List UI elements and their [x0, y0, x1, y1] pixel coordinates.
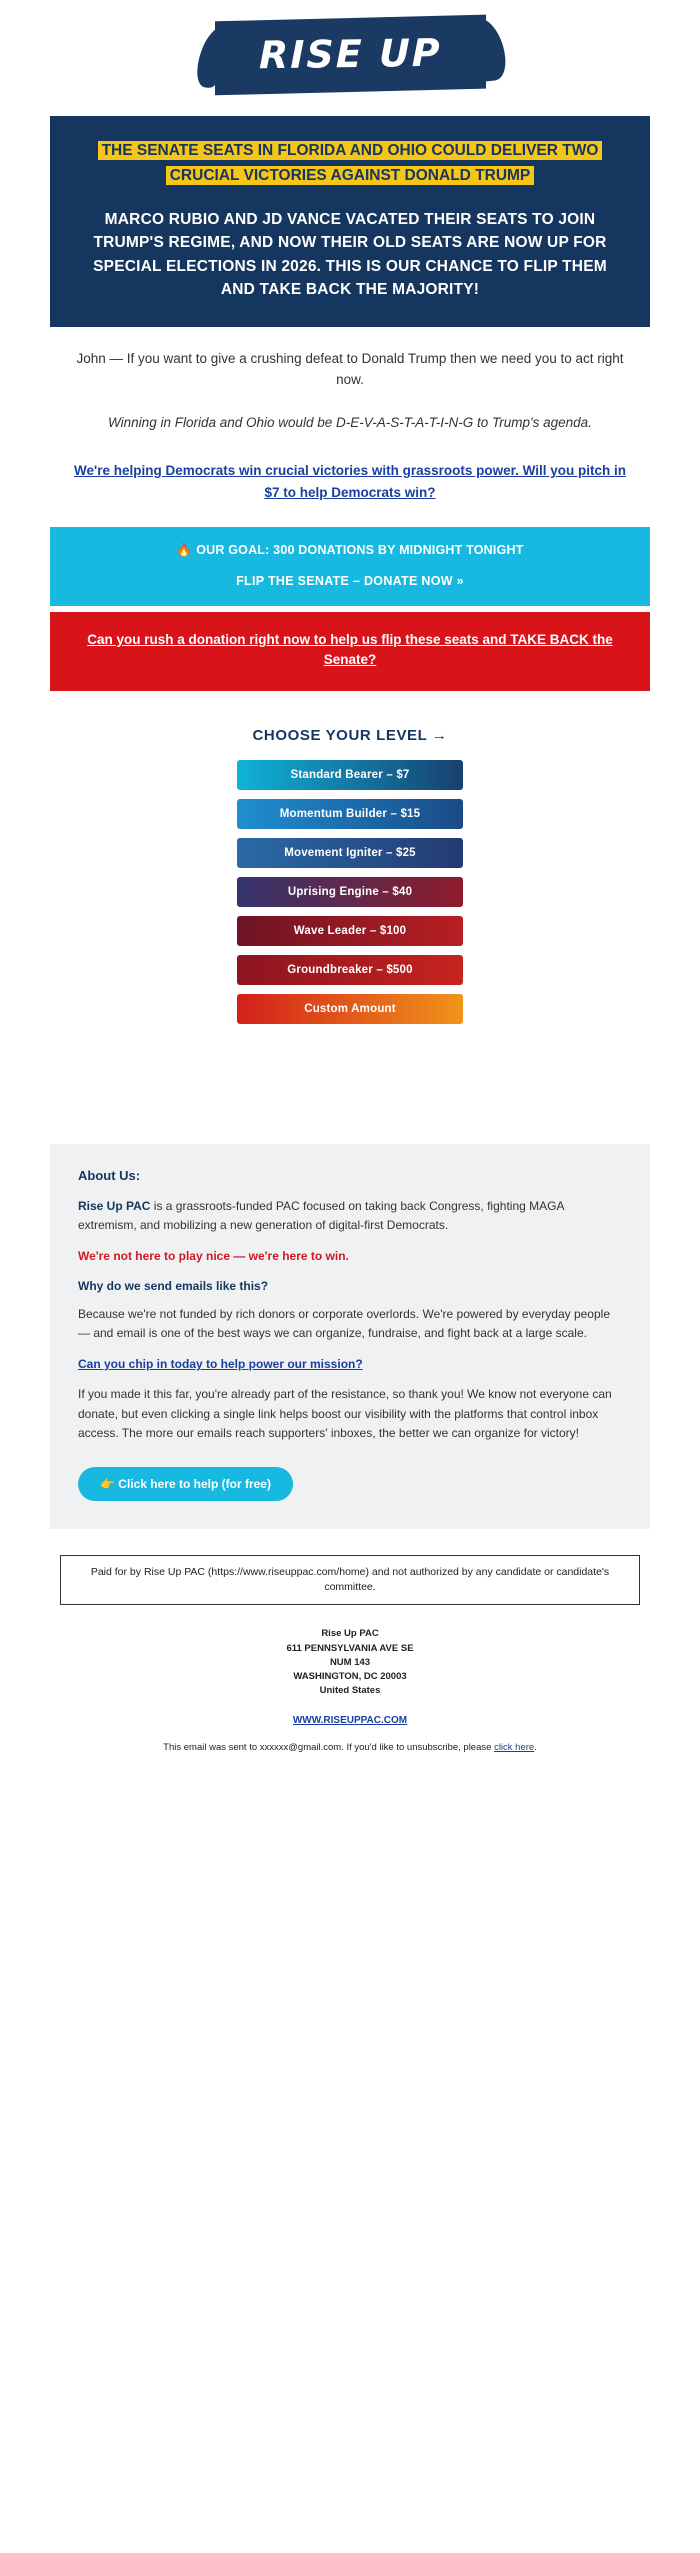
hero-headline-text: THE SENATE SEATS IN FLORIDA AND OHIO COULD DELIVER TWO CRUCIAL VICTORIES AGAINST DONALD TRUMP [98, 141, 603, 185]
level-button-groundbreaker[interactable]: Groundbreaker – $500 [237, 955, 463, 985]
logo-text: RISE UP [258, 30, 442, 78]
footer-country: United States [319, 1685, 381, 1697]
about-answer: Because we're not funded by rich donors or corporate overlords. We're powered by everyday people — and email is one of the best ways we can organize, fundraise, and fight back at a large scale. [78, 1307, 610, 1341]
footer-address-line-1: 611 PENNSYLVANIA AVE SE [286, 1642, 414, 1654]
level-button-custom-amount[interactable]: Custom Amount [237, 994, 463, 1024]
rush-donation-link[interactable]: Can you rush a donation right now to help us flip these seats and TAKE BACK the Senate? [87, 632, 613, 668]
body-copy [0, 349, 700, 503]
about-us-box [50, 1144, 650, 1529]
goal-text: OUR GOAL: 300 DONATIONS BY MIDNIGHT TONIGHT [196, 543, 524, 558]
footer-org: Rise Up PAC [321, 1628, 379, 1640]
level-button-wave-leader[interactable]: Wave Leader – $100 [237, 916, 463, 946]
legal-disclaimer: Paid for by Rise Up PAC (https://www.riseuppac.com/home) and not authorized by any candidate or candidate's committee. [60, 1555, 640, 1605]
click-here-to-help-button[interactable]: 👉 Click here to help (for free) [78, 1467, 293, 1501]
hero-headline [76, 138, 624, 188]
about-org-name: Rise Up PAC [78, 1198, 151, 1213]
brand-logo [0, 0, 700, 102]
fire-icon: 🔥 [176, 543, 193, 558]
footer-address-line-2: NUM 143 [329, 1656, 371, 1668]
unsubscribe-suffix: . [534, 1741, 537, 1753]
hero-banner [50, 116, 650, 327]
about-closing: If you made it this far, you're already part of the resistance, so thank you! We know not everyone can donate, but even clicking a single link helps boost our visibility with the platforms that control inbox access. The more our emails reach supporters' inboxes, the better we can organize for victory! [78, 1387, 612, 1440]
donate-now-button[interactable]: FLIP THE SENATE – DONATE NOW » [236, 574, 464, 589]
footer-unsubscribe [0, 1742, 700, 1753]
levels-heading: CHOOSE YOUR LEVEL → [252, 726, 448, 744]
unsubscribe-prefix: This email was sent to xxxxxx@gmail.com. If you'd like to unsubscribe, please [163, 1741, 495, 1753]
unsubscribe-link[interactable]: click here [494, 1741, 535, 1753]
donation-ask-link[interactable]: We're helping Democrats win crucial victories with grassroots power. Will you pitch in $7 to help Democrats win? [74, 462, 626, 500]
about-red-line: We're not here to play nice — we're here to win. [78, 1249, 349, 1264]
logo-brush-shape [215, 15, 486, 96]
level-button-momentum-builder[interactable]: Momentum Builder – $15 [237, 799, 463, 829]
level-button-uprising-engine[interactable]: Uprising Engine – $40 [237, 877, 463, 907]
chip-in-link[interactable]: Can you chip in today to help power our mission? [78, 1357, 363, 1372]
hero-subhead: MARCO RUBIO AND JD VANCE VACATED THEIR SEATS TO JOIN TRUMP'S REGIME, AND NOW THEIR OLD SEATS ARE NOW UP FOR SPECIAL ELECTIONS IN 2026. THIS IS OUR CHANCE TO FLIP THEM AND TAKE BACK THE MAJORITY! [93, 211, 607, 298]
goal-line [70, 543, 630, 558]
about-intro [78, 1197, 622, 1235]
about-intro-rest: is a grassroots-funded PAC focused on taking back Congress, fighting MAGA extremism, and mobilizing a new generation of digital-first Democrats. [78, 1198, 564, 1232]
footer [0, 1627, 700, 1776]
level-button-standard-bearer[interactable]: Standard Bearer – $7 [237, 760, 463, 790]
about-question: Why do we send emails like this? [78, 1279, 269, 1294]
rush-donation-banner[interactable] [50, 612, 650, 691]
donation-levels [237, 760, 463, 1024]
level-button-movement-igniter[interactable]: Movement Igniter – $25 [237, 838, 463, 868]
body-paragraph-2: Winning in Florida and Ohio would be D-E-V-A-S-T-A-T-I-N-G to Trump's agenda. [108, 415, 592, 431]
footer-website-link[interactable]: WWW.RISEUPPAC.COM [292, 1714, 408, 1726]
body-paragraph-1: John — If you want to give a crushing defeat to Donald Trump then we need you to act right now. [76, 351, 624, 388]
footer-address [0, 1627, 700, 1698]
goal-banner [50, 527, 650, 606]
footer-address-line-3: WASHINGTON, DC 20003 [293, 1671, 407, 1683]
about-heading: About Us: [78, 1167, 141, 1183]
